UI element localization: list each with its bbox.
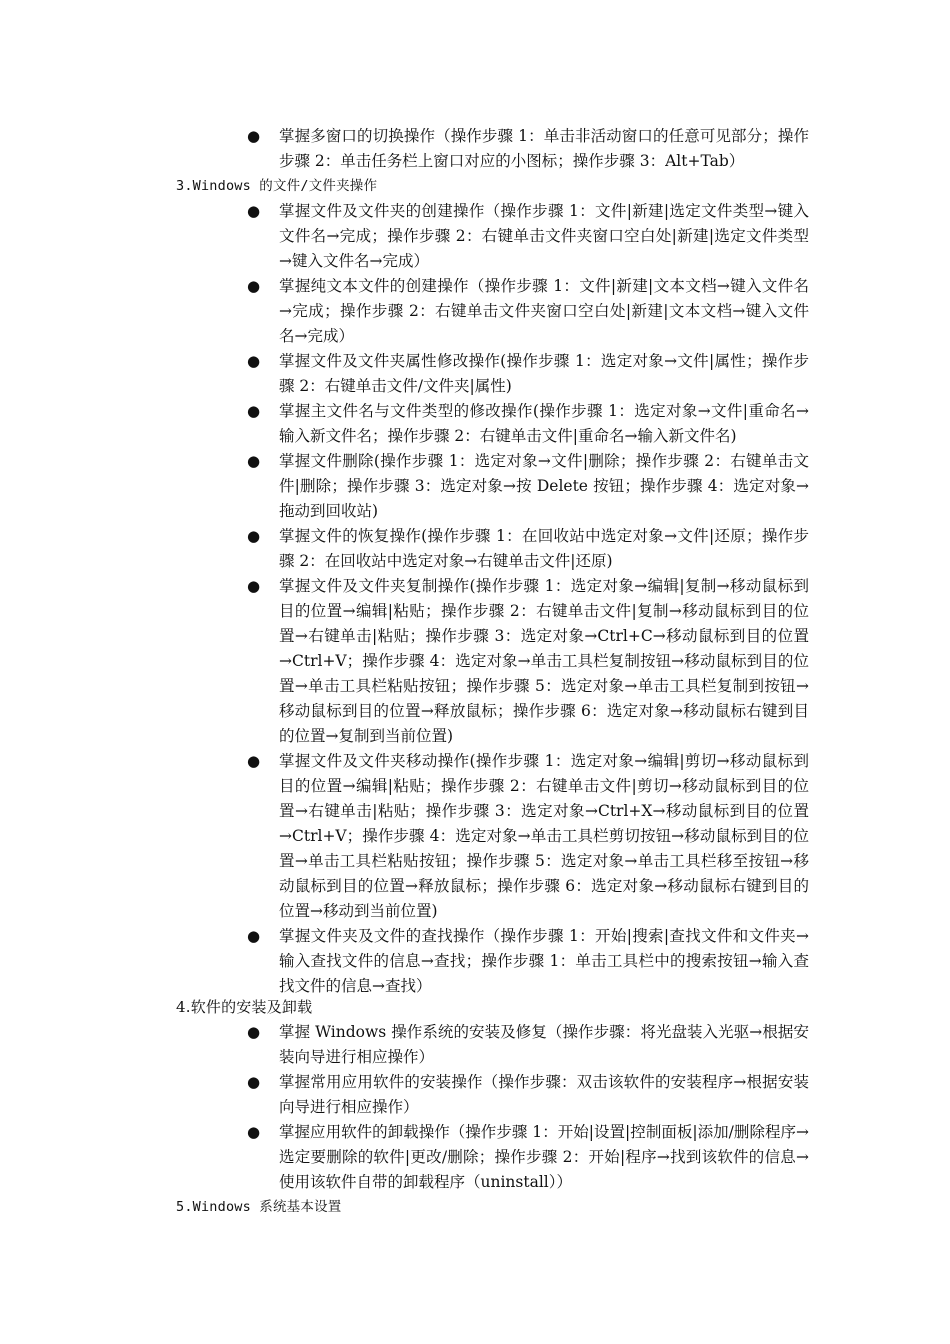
list-item-text: 掌握文件的恢复操作(操作步骤 1：在回收站中选定对象→文件|还原；操作步骤 2：在回收站中选定对象→右键单击文件|还原) bbox=[279, 527, 809, 570]
bullet-icon: ● bbox=[247, 127, 261, 145]
list-item bbox=[0, 924, 809, 999]
list-item-text: 掌握 Windows 操作系统的安装及修复（操作步骤：将光盘装入光驱→根据安装向导进行相应操作） bbox=[279, 1023, 809, 1066]
list-item bbox=[0, 1120, 809, 1195]
list-item bbox=[0, 349, 809, 399]
bullet-icon: ● bbox=[247, 352, 261, 370]
list-item-text: 掌握主文件名与文件类型的修改操作(操作步骤 1：选定对象→文件|重命名→输入新文件名；操作步骤 2：右键单击文件|重命名→输入新文件名) bbox=[279, 402, 809, 445]
list-item-text: 掌握文件删除(操作步骤 1：选定对象→文件|删除；操作步骤 2：右键单击文件|删除；操作步骤 3：选定对象→按 Delete 按钮；操作步骤 4：选定对象→拖动到回收站) bbox=[279, 452, 809, 520]
bullet-icon: ● bbox=[247, 1023, 261, 1041]
section-files bbox=[0, 174, 950, 999]
list-item bbox=[0, 274, 809, 349]
list-item bbox=[0, 449, 809, 524]
section-settings bbox=[0, 1195, 950, 1220]
bullet-icon: ● bbox=[247, 277, 261, 295]
list-item-text: 掌握文件及文件夹的创建操作（操作步骤 1：文件|新建|选定文件类型→键入文件名→完成；操作步骤 2：右键单击文件夹窗口空白处|新建|选定文件类型→键入文件名→完成） bbox=[279, 202, 809, 270]
list-item bbox=[0, 399, 809, 449]
bullet-icon: ● bbox=[247, 527, 261, 545]
bullet-icon: ● bbox=[247, 202, 261, 220]
bullet-icon: ● bbox=[247, 402, 261, 420]
section-intro bbox=[0, 124, 950, 174]
list-item-text: 掌握多窗口的切换操作（操作步骤 1：单击非活动窗口的任意可见部分；操作步骤 2：单击任务栏上窗口对应的小图标；操作步骤 3：Alt+Tab） bbox=[279, 127, 809, 170]
list-item-text: 掌握应用软件的卸载操作（操作步骤 1：开始|设置|控制面板|添加/删除程序→选定要删除的软件|更改/删除；操作步骤 2：开始|程序→找到该软件的信息→使用该软件自带的卸载程序（uninstall）） bbox=[279, 1123, 809, 1191]
bullet-icon: ● bbox=[247, 1123, 261, 1141]
list-item-text: 掌握文件夹及文件的查找操作（操作步骤 1：开始|搜索|查找文件和文件夹→输入查找文件的信息→查找；操作步骤 1：单击工具栏中的搜索按钮→输入查找文件的信息→查找） bbox=[279, 927, 809, 995]
list-item bbox=[0, 749, 809, 924]
section-software bbox=[0, 995, 950, 1195]
section-heading: 4.软件的安装及卸载 bbox=[176, 998, 313, 1016]
section-heading: 5.Windows 系统基本设置 bbox=[176, 1199, 342, 1215]
list-item-text: 掌握纯文本文件的创建操作（操作步骤 1：文件|新建|文本文档→键入文件名→完成；操作步骤 2：右键单击文件夹窗口空白处|新建|文本文档→键入文件名→完成） bbox=[279, 277, 809, 345]
section-heading: 3.Windows 的文件/文件夹操作 bbox=[176, 178, 378, 194]
list-item-text: 掌握常用应用软件的安装操作（操作步骤：双击该软件的安装程序→根据安装向导进行相应操作） bbox=[279, 1073, 809, 1116]
list-item bbox=[0, 1070, 809, 1120]
bullet-icon: ● bbox=[247, 927, 261, 945]
list-item-text: 掌握文件及文件夹移动操作(操作步骤 1：选定对象→编辑|剪切→移动鼠标到目的位置→编辑|粘贴；操作步骤 2：右键单击文件|剪切→移动鼠标到目的位置→右键单击|粘贴；操作步骤 3：选定对象→Ctrl+X→移动鼠标到目的位置→Ctrl+V；操作步骤 4：选定对象→单击工具栏剪切按钮→移动鼠标到目的位置→单击工具栏粘贴按钮；操作步骤 5：选定对象→单击工具栏移至按钮→移动鼠标到目的位置→释放鼠标；操作步骤 6：选定对象→移动鼠标右键到目的位置→移动到当前位置) bbox=[279, 752, 809, 920]
bullet-icon: ● bbox=[247, 752, 261, 770]
list-item bbox=[0, 1020, 809, 1070]
list-item-text: 掌握文件及文件夹属性修改操作(操作步骤 1：选定对象→文件|属性；操作步骤 2：右键单击文件/文件夹|属性) bbox=[279, 352, 809, 395]
list-item bbox=[0, 574, 809, 749]
list-item bbox=[0, 124, 809, 174]
bullet-icon: ● bbox=[247, 1073, 261, 1091]
bullet-icon: ● bbox=[247, 577, 261, 595]
list-item bbox=[0, 199, 809, 274]
bullet-icon: ● bbox=[247, 452, 261, 470]
list-item bbox=[0, 524, 809, 574]
list-item-text: 掌握文件及文件夹复制操作(操作步骤 1：选定对象→编辑|复制→移动鼠标到目的位置→编辑|粘贴；操作步骤 2：右键单击文件|复制→移动鼠标到目的位置→右键单击|粘贴；操作步骤 3：选定对象→Ctrl+C→移动鼠标到目的位置→Ctrl+V；操作步骤 4：选定对象→单击工具栏复制按钮→移动鼠标到目的位置→单击工具栏粘贴按钮；操作步骤 5：选定对象→单击工具栏复制到按钮→移动鼠标到目的位置→释放鼠标；操作步骤 6：选定对象→移动鼠标右键到目的位置→复制到当前位置) bbox=[279, 577, 809, 745]
